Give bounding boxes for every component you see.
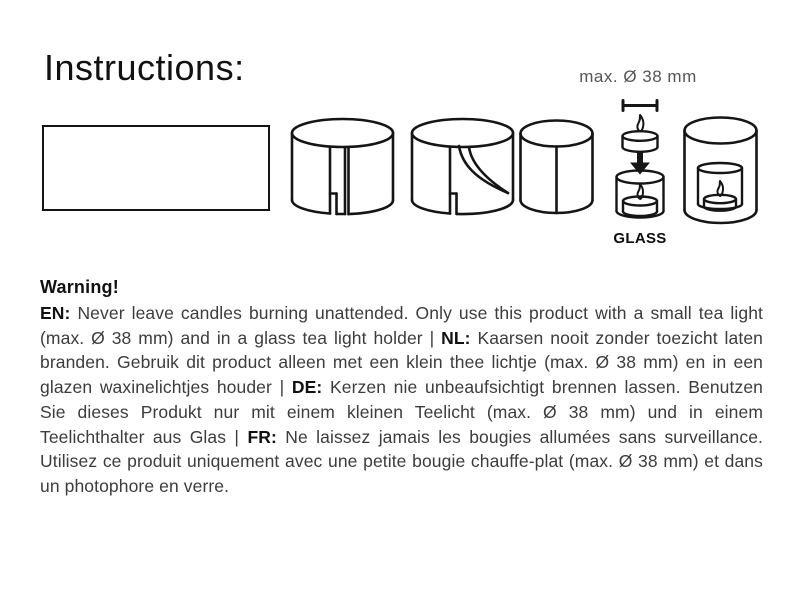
flat-sheet-diagram <box>42 125 270 211</box>
language-label: DE: <box>291 377 330 398</box>
glass-label: GLASS <box>613 230 667 247</box>
warning-text-segment: Kaarsen nooit zonder toezicht laten branden. Gebruik dit product alleen met een klein thee lichtje (max. Ø 38 mm) en in een glazen waxinelichtjes houder | <box>40 327 763 398</box>
warning-text-segment: Kerzen nie unbeaufsichtigt brennen lassen. Benutzen Sie dieses Produkt nur mit einem kleinen Teelicht (max. Ø 38 mm) und in einem Teelichthalter aus Glas | <box>40 377 763 447</box>
warning-section <box>40 277 763 499</box>
final-assembly-diagram <box>682 114 759 226</box>
language-label: EN: <box>40 303 78 323</box>
flame-icon <box>637 115 643 132</box>
page-title: Instructions: <box>44 47 245 88</box>
language-label: NL: <box>441 327 478 348</box>
tealight-icon <box>623 131 658 152</box>
warning-heading: Warning! <box>40 277 119 297</box>
tealight-insert-diagram <box>610 96 670 226</box>
cylinder-peel-strip-diagram <box>409 116 516 230</box>
dimension-bracket-icon <box>623 101 657 111</box>
cylinder-open-gap-diagram <box>289 116 396 230</box>
warning-paragraph <box>40 301 763 499</box>
warning-text-segment: Ne laissez jamais les bougies allumées sans surveillance. Utilisez ce produit uniquement avec une petite bougie chauffe-plat (max. Ø 38 mm) et dans un photophore en verre. <box>40 426 764 496</box>
completed-cylinder-diagram <box>518 118 595 229</box>
warning-text-segment: Never leave candles burning unattended. Only use this product with a small tea light (max. Ø 38 mm) and in a glass tea light holder | <box>40 303 763 348</box>
peel-strip-icon <box>459 146 508 193</box>
language-label: FR: <box>247 426 286 447</box>
max-diameter-label: max. Ø 38 mm <box>579 67 697 86</box>
